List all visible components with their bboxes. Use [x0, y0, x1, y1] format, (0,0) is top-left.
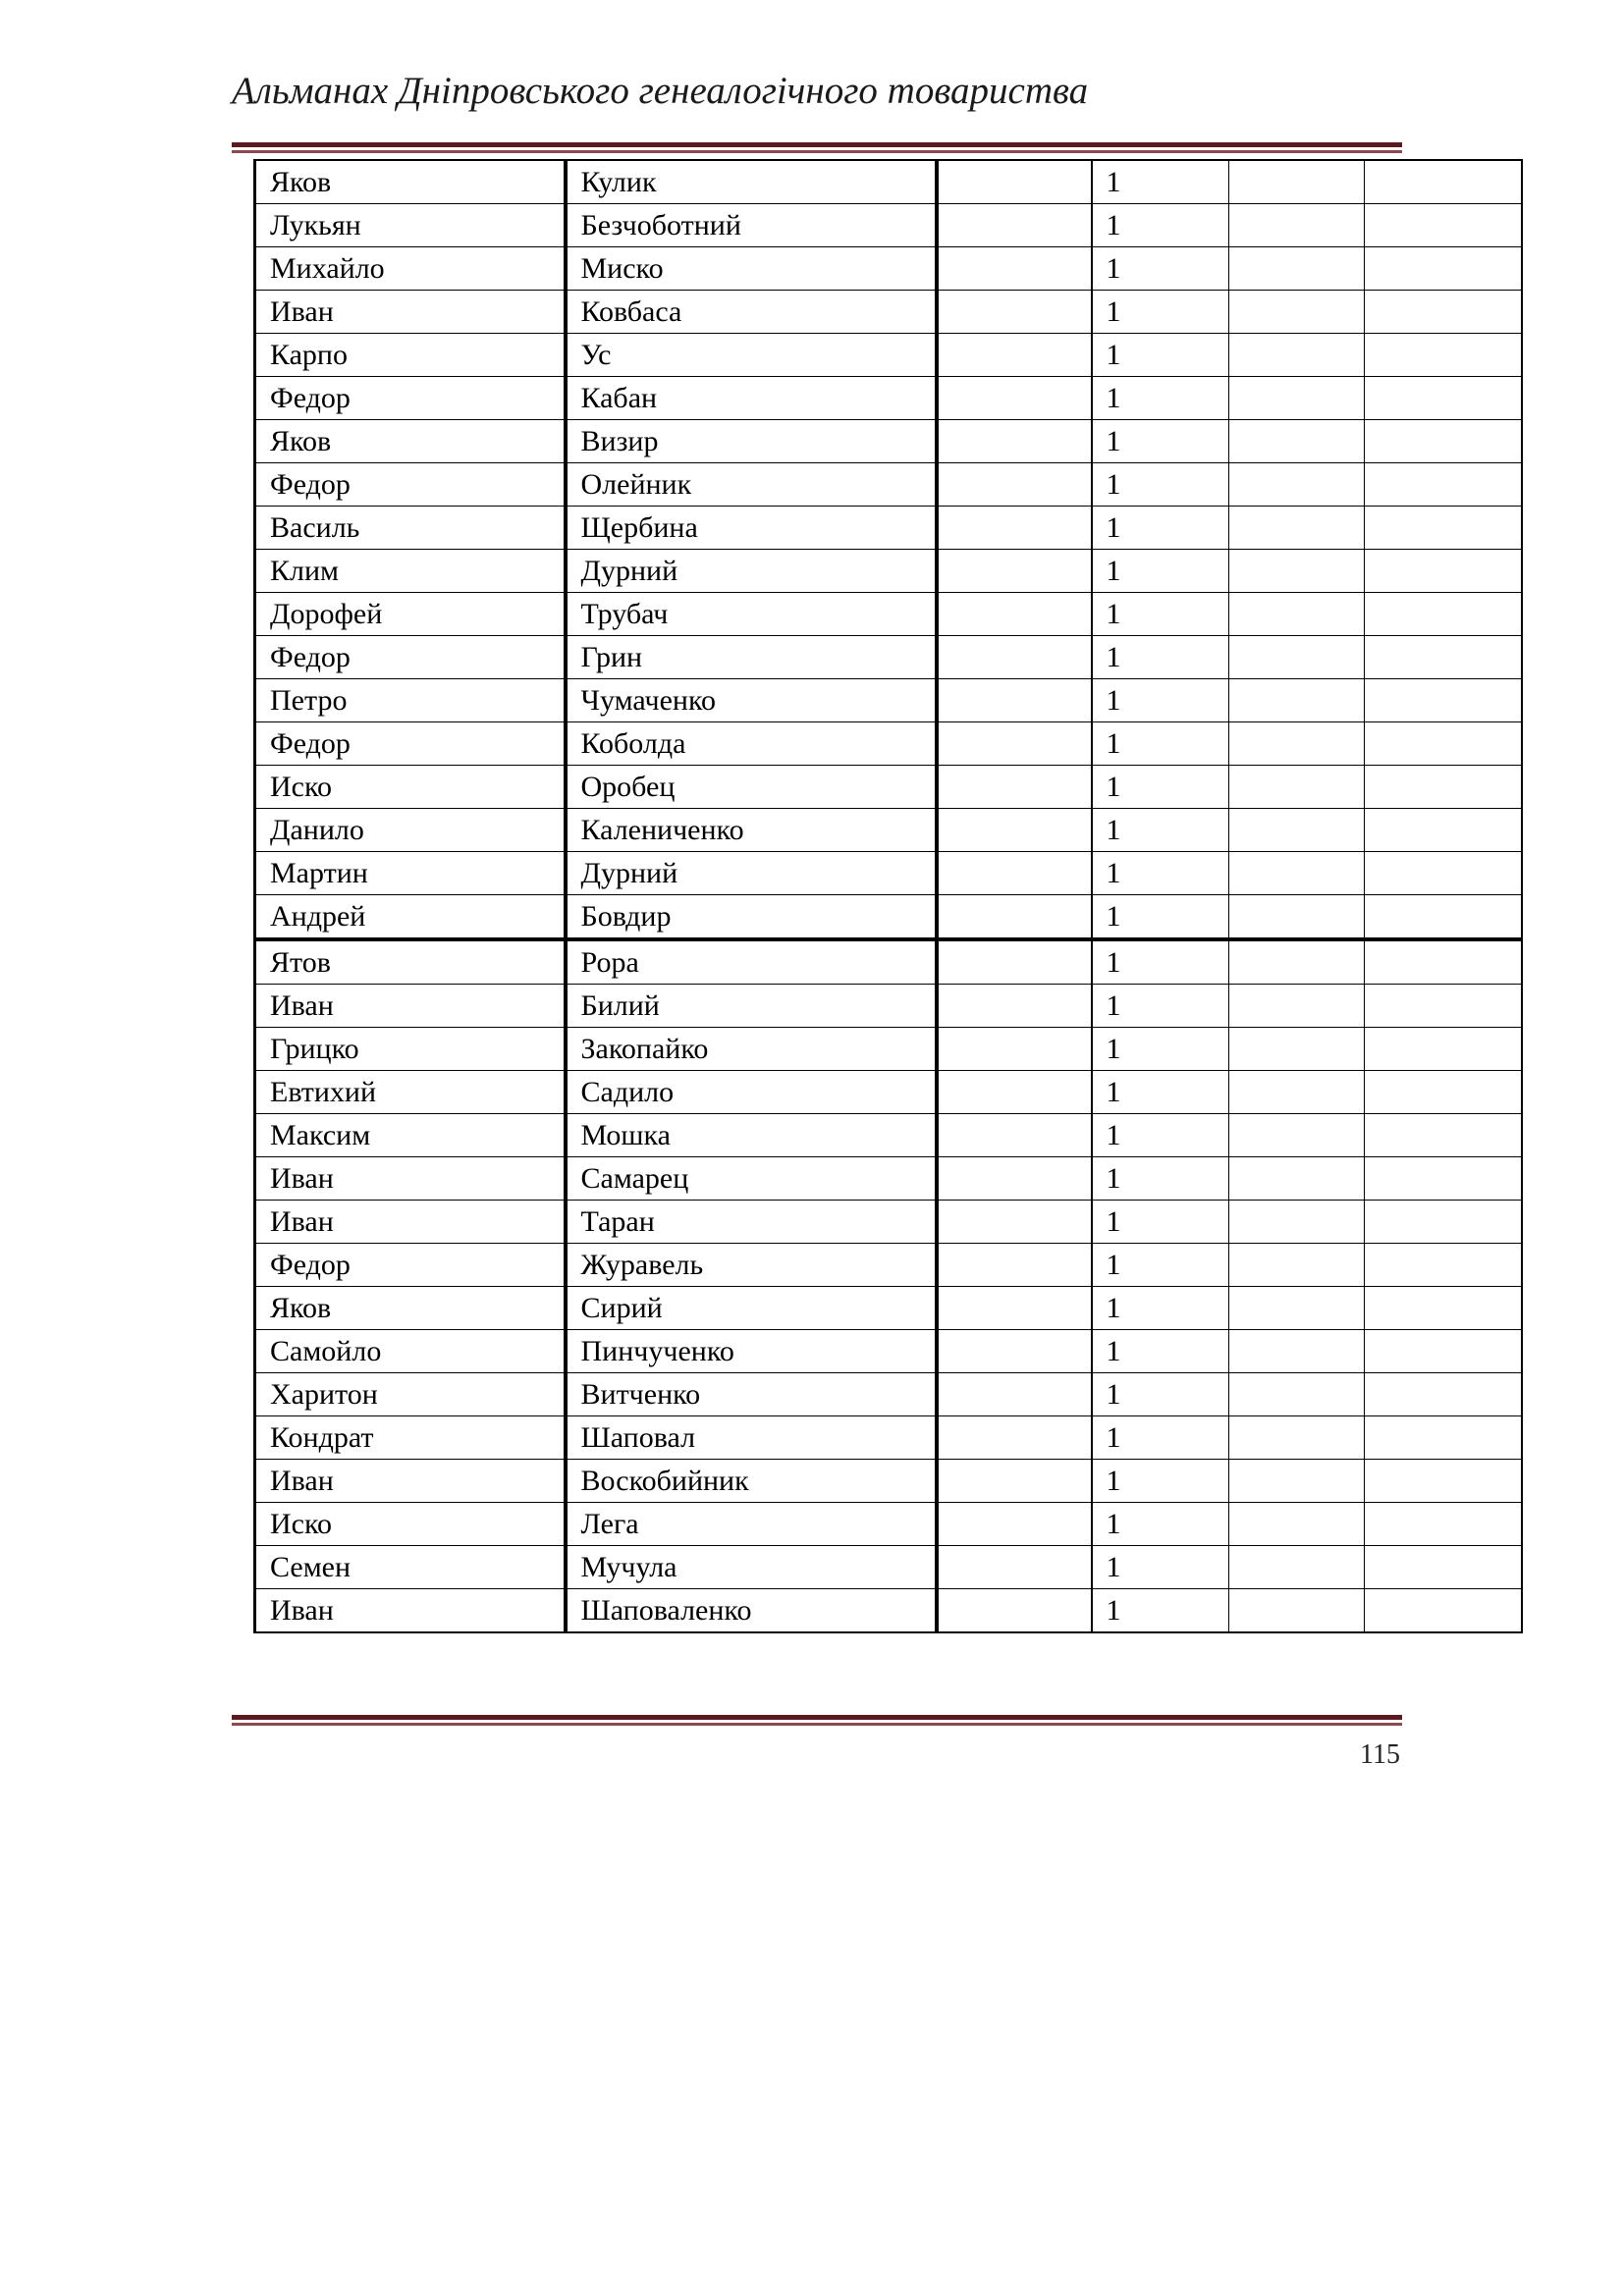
surname-cell: Чумаченко [566, 679, 937, 722]
empty-cell [937, 1157, 1092, 1201]
count-cell: 1 [1092, 334, 1229, 377]
first-name-cell: Иван [255, 1201, 566, 1244]
surname-cell: Кабан [566, 377, 937, 420]
first-name-cell: Самойло [255, 1330, 566, 1373]
surname-cell: Шаповаленко [566, 1589, 937, 1633]
table-row [255, 334, 1522, 377]
surname-cell: Витченко [566, 1373, 937, 1416]
empty-cell [937, 852, 1092, 895]
count-cell: 1 [1092, 1157, 1229, 1201]
count-cell: 1 [1092, 766, 1229, 809]
empty-cell [1365, 809, 1522, 852]
first-name-cell: Кондрат [255, 1416, 566, 1460]
first-name-cell: Мартин [255, 852, 566, 895]
empty-cell [1229, 463, 1365, 507]
first-name-cell: Андрей [255, 895, 566, 940]
table-row [255, 1114, 1522, 1157]
first-name-cell: Дорофей [255, 593, 566, 636]
count-cell: 1 [1092, 247, 1229, 291]
empty-cell [1365, 895, 1522, 940]
empty-cell [1229, 636, 1365, 679]
surname-cell: Грин [566, 636, 937, 679]
empty-cell [937, 507, 1092, 550]
empty-cell [1365, 420, 1522, 463]
empty-cell [1229, 1460, 1365, 1503]
empty-cell [1365, 1460, 1522, 1503]
surname-cell: Мучула [566, 1546, 937, 1589]
empty-cell [1229, 204, 1365, 247]
empty-cell [937, 1546, 1092, 1589]
surname-cell: Визир [566, 420, 937, 463]
table-row [255, 1330, 1522, 1373]
page-header-title: Альманах Дніпровського генеалогічного товариства [232, 70, 1089, 112]
empty-cell [1229, 852, 1365, 895]
first-name-cell: Федор [255, 636, 566, 679]
table-row [255, 1287, 1522, 1330]
empty-cell [1365, 1157, 1522, 1201]
empty-cell [937, 1460, 1092, 1503]
table-row [255, 593, 1522, 636]
empty-cell [1229, 1589, 1365, 1633]
first-name-cell: Федор [255, 1244, 566, 1287]
table-row [255, 722, 1522, 766]
surname-cell: Ковбаса [566, 291, 937, 334]
count-cell: 1 [1092, 722, 1229, 766]
surname-cell: Олейник [566, 463, 937, 507]
empty-cell [1229, 334, 1365, 377]
table-row [255, 1157, 1522, 1201]
empty-cell [937, 204, 1092, 247]
empty-cell [1365, 852, 1522, 895]
surname-cell: Мошка [566, 1114, 937, 1157]
count-cell: 1 [1092, 507, 1229, 550]
empty-cell [1365, 550, 1522, 593]
table-row [255, 247, 1522, 291]
count-cell: 1 [1092, 939, 1229, 985]
first-name-cell: Иско [255, 766, 566, 809]
surname-cell: Садило [566, 1071, 937, 1114]
empty-cell [1365, 377, 1522, 420]
empty-cell [1365, 334, 1522, 377]
empty-cell [1365, 939, 1522, 985]
surname-cell: Щербина [566, 507, 937, 550]
table-row [255, 679, 1522, 722]
first-name-cell: Федор [255, 463, 566, 507]
empty-cell [937, 766, 1092, 809]
table-row [255, 1460, 1522, 1503]
count-cell: 1 [1092, 1589, 1229, 1633]
first-name-cell: Иван [255, 1460, 566, 1503]
first-name-cell: Михайло [255, 247, 566, 291]
empty-cell [1365, 1287, 1522, 1330]
first-name-cell: Иван [255, 291, 566, 334]
empty-cell [1229, 985, 1365, 1028]
surname-cell: Закопайко [566, 1028, 937, 1071]
empty-cell [1229, 1244, 1365, 1287]
first-name-cell: Петро [255, 679, 566, 722]
table-row [255, 1071, 1522, 1114]
empty-cell [1365, 593, 1522, 636]
first-name-cell: Клим [255, 550, 566, 593]
table-row [255, 1373, 1522, 1416]
first-name-cell: Яков [255, 420, 566, 463]
empty-cell [1365, 1330, 1522, 1373]
surname-cell: Оробец [566, 766, 937, 809]
surname-cell: Трубач [566, 593, 937, 636]
empty-cell [1229, 1157, 1365, 1201]
empty-cell [1365, 1589, 1522, 1633]
roster-table [253, 159, 1523, 1633]
empty-cell [937, 1589, 1092, 1633]
empty-cell [1229, 766, 1365, 809]
first-name-cell: Лукьян [255, 204, 566, 247]
first-name-cell: Иван [255, 1589, 566, 1633]
empty-cell [1229, 291, 1365, 334]
count-cell: 1 [1092, 985, 1229, 1028]
empty-cell [937, 463, 1092, 507]
surname-cell: Рора [566, 939, 937, 985]
surname-cell: Ус [566, 334, 937, 377]
empty-cell [1365, 1546, 1522, 1589]
count-cell: 1 [1092, 1460, 1229, 1503]
table-row [255, 550, 1522, 593]
empty-cell [1229, 1416, 1365, 1460]
empty-cell [1365, 1201, 1522, 1244]
first-name-cell: Грицко [255, 1028, 566, 1071]
surname-cell: Дурний [566, 550, 937, 593]
table-row [255, 939, 1522, 985]
footer-divider-thick [232, 1715, 1402, 1720]
count-cell: 1 [1092, 1330, 1229, 1373]
count-cell: 1 [1092, 636, 1229, 679]
surname-cell: Безчоботний [566, 204, 937, 247]
empty-cell [937, 679, 1092, 722]
empty-cell [937, 1503, 1092, 1546]
count-cell: 1 [1092, 291, 1229, 334]
count-cell: 1 [1092, 377, 1229, 420]
surname-cell: Пинчученко [566, 1330, 937, 1373]
empty-cell [937, 1373, 1092, 1416]
first-name-cell: Федор [255, 377, 566, 420]
first-name-cell: Иско [255, 1503, 566, 1546]
count-cell: 1 [1092, 852, 1229, 895]
surname-cell: Бовдир [566, 895, 937, 940]
empty-cell [1365, 985, 1522, 1028]
first-name-cell: Иван [255, 985, 566, 1028]
count-cell: 1 [1092, 895, 1229, 940]
table-row [255, 1028, 1522, 1071]
surname-cell: Журавель [566, 1244, 937, 1287]
first-name-cell: Яков [255, 1287, 566, 1330]
count-cell: 1 [1092, 463, 1229, 507]
surname-cell: Шаповал [566, 1416, 937, 1460]
empty-cell [1229, 377, 1365, 420]
empty-cell [1365, 766, 1522, 809]
table-row [255, 1589, 1522, 1633]
empty-cell [937, 420, 1092, 463]
count-cell: 1 [1092, 550, 1229, 593]
empty-cell [1229, 247, 1365, 291]
empty-cell [1229, 160, 1365, 204]
count-cell: 1 [1092, 1503, 1229, 1546]
roster-table-container [253, 159, 1520, 1633]
empty-cell [1365, 1416, 1522, 1460]
empty-cell [1365, 507, 1522, 550]
surname-cell: Лега [566, 1503, 937, 1546]
empty-cell [1365, 463, 1522, 507]
table-row [255, 852, 1522, 895]
count-cell: 1 [1092, 1546, 1229, 1589]
footer-divider-thin [232, 1723, 1402, 1726]
empty-cell [1365, 204, 1522, 247]
empty-cell [1229, 1201, 1365, 1244]
empty-cell [1229, 1071, 1365, 1114]
empty-cell [1229, 1373, 1365, 1416]
table-row [255, 766, 1522, 809]
empty-cell [937, 593, 1092, 636]
table-row [255, 463, 1522, 507]
table-row [255, 204, 1522, 247]
empty-cell [1229, 1503, 1365, 1546]
surname-cell: Дурний [566, 852, 937, 895]
empty-cell [937, 334, 1092, 377]
empty-cell [1229, 1114, 1365, 1157]
empty-cell [937, 939, 1092, 985]
first-name-cell: Харитон [255, 1373, 566, 1416]
empty-cell [1229, 1546, 1365, 1589]
count-cell: 1 [1092, 1373, 1229, 1416]
table-row [255, 507, 1522, 550]
count-cell: 1 [1092, 160, 1229, 204]
table-row [255, 377, 1522, 420]
first-name-cell: Максим [255, 1114, 566, 1157]
empty-cell [937, 291, 1092, 334]
count-cell: 1 [1092, 1071, 1229, 1114]
empty-cell [937, 1114, 1092, 1157]
surname-cell: Кулик [566, 160, 937, 204]
empty-cell [937, 636, 1092, 679]
table-row [255, 1201, 1522, 1244]
empty-cell [1365, 1503, 1522, 1546]
surname-cell: Сирий [566, 1287, 937, 1330]
table-row [255, 895, 1522, 940]
surname-cell: Воскобийник [566, 1460, 937, 1503]
table-row [255, 636, 1522, 679]
empty-cell [937, 985, 1092, 1028]
empty-cell [937, 1028, 1092, 1071]
header-divider-thick [232, 142, 1402, 147]
first-name-cell: Данило [255, 809, 566, 852]
count-cell: 1 [1092, 809, 1229, 852]
surname-cell: Калениченко [566, 809, 937, 852]
count-cell: 1 [1092, 679, 1229, 722]
first-name-cell: Ятов [255, 939, 566, 985]
first-name-cell: Иван [255, 1157, 566, 1201]
page-number: 115 [1360, 1739, 1400, 1770]
empty-cell [1229, 550, 1365, 593]
empty-cell [937, 1330, 1092, 1373]
empty-cell [1365, 160, 1522, 204]
count-cell: 1 [1092, 1114, 1229, 1157]
empty-cell [1229, 1330, 1365, 1373]
footer-divider [232, 1715, 1402, 1729]
count-cell: 1 [1092, 1416, 1229, 1460]
empty-cell [1365, 1244, 1522, 1287]
empty-cell [1365, 722, 1522, 766]
empty-cell [1229, 895, 1365, 940]
empty-cell [1229, 722, 1365, 766]
table-row [255, 420, 1522, 463]
empty-cell [1229, 420, 1365, 463]
first-name-cell: Федор [255, 722, 566, 766]
table-row [255, 291, 1522, 334]
empty-cell [937, 722, 1092, 766]
first-name-cell: Василь [255, 507, 566, 550]
first-name-cell: Яков [255, 160, 566, 204]
empty-cell [937, 809, 1092, 852]
table-row [255, 1546, 1522, 1589]
empty-cell [1229, 679, 1365, 722]
surname-cell: Самарец [566, 1157, 937, 1201]
table-row [255, 1244, 1522, 1287]
empty-cell [937, 550, 1092, 593]
empty-cell [1365, 291, 1522, 334]
count-cell: 1 [1092, 593, 1229, 636]
empty-cell [937, 895, 1092, 940]
empty-cell [937, 247, 1092, 291]
surname-cell: Билий [566, 985, 937, 1028]
surname-cell: Коболда [566, 722, 937, 766]
empty-cell [937, 1416, 1092, 1460]
empty-cell [1229, 809, 1365, 852]
empty-cell [1365, 1028, 1522, 1071]
table-row [255, 809, 1522, 852]
first-name-cell: Карпо [255, 334, 566, 377]
count-cell: 1 [1092, 204, 1229, 247]
empty-cell [1365, 1071, 1522, 1114]
empty-cell [1365, 1373, 1522, 1416]
table-row [255, 160, 1522, 204]
empty-cell [1365, 247, 1522, 291]
empty-cell [937, 377, 1092, 420]
empty-cell [937, 1071, 1092, 1114]
first-name-cell: Евтихий [255, 1071, 566, 1114]
table-row [255, 1416, 1522, 1460]
empty-cell [1229, 507, 1365, 550]
count-cell: 1 [1092, 1028, 1229, 1071]
empty-cell [937, 1244, 1092, 1287]
empty-cell [1229, 1287, 1365, 1330]
empty-cell [1365, 1114, 1522, 1157]
count-cell: 1 [1092, 1244, 1229, 1287]
header-divider-thin [232, 150, 1402, 153]
table-row [255, 1503, 1522, 1546]
empty-cell [937, 160, 1092, 204]
empty-cell [937, 1201, 1092, 1244]
surname-cell: Миско [566, 247, 937, 291]
count-cell: 1 [1092, 420, 1229, 463]
empty-cell [937, 1287, 1092, 1330]
count-cell: 1 [1092, 1201, 1229, 1244]
roster-table-body [255, 160, 1522, 1632]
empty-cell [1229, 593, 1365, 636]
empty-cell [1365, 636, 1522, 679]
first-name-cell: Семен [255, 1546, 566, 1589]
empty-cell [1365, 679, 1522, 722]
header-divider [232, 142, 1402, 156]
count-cell: 1 [1092, 1287, 1229, 1330]
empty-cell [1229, 1028, 1365, 1071]
table-row [255, 985, 1522, 1028]
surname-cell: Таран [566, 1201, 937, 1244]
empty-cell [1229, 939, 1365, 985]
